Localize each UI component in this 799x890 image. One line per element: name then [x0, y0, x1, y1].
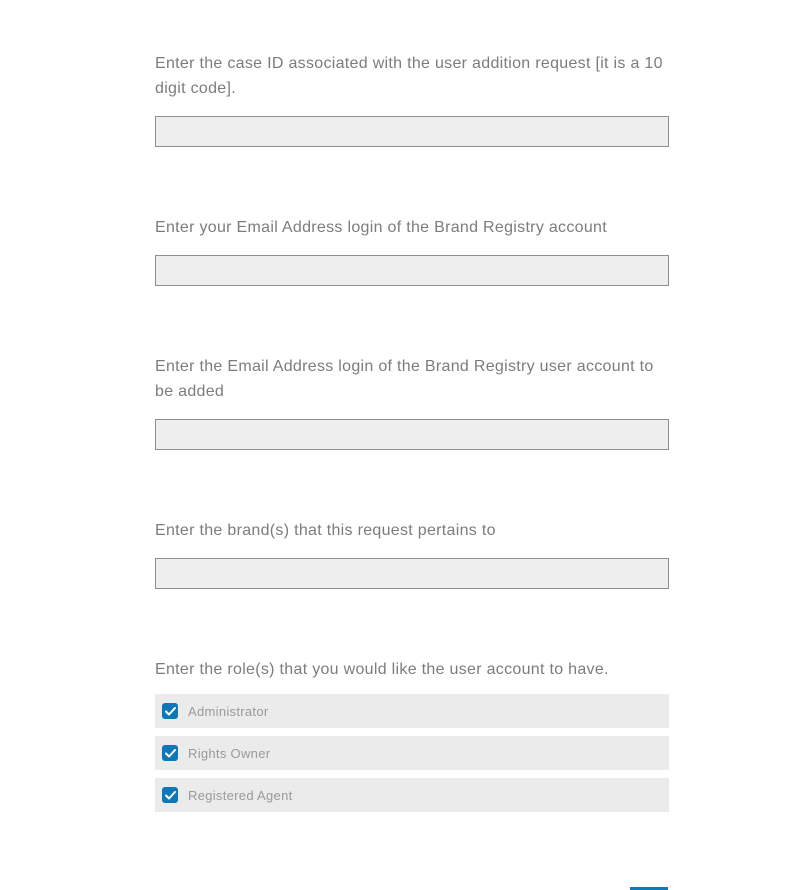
user-email-label: Enter the Email Address login of the Brand Registry user account to be added — [155, 358, 654, 400]
checkbox-row-registered-agent[interactable] — [155, 778, 669, 812]
case-id-label: Enter the case ID associated with the user addition request [it is a 10 digit code]. — [155, 55, 663, 97]
checkbox-row-rights-owner[interactable] — [155, 736, 669, 770]
registered-agent-label: Registered Agent — [188, 787, 293, 803]
brands-input[interactable] — [155, 558, 669, 589]
brands-label: Enter the brand(s) that this request pertains to — [155, 522, 496, 539]
question-account-email — [155, 215, 669, 286]
rights-owner-checkbox[interactable] — [162, 745, 178, 761]
administrator-label: Administrator — [188, 703, 269, 719]
question-case-id — [155, 51, 669, 147]
checkbox-row-administrator[interactable] — [155, 694, 669, 728]
checkmark-icon — [165, 707, 176, 716]
user-email-input[interactable] — [155, 419, 669, 450]
roles-label: Enter the role(s) that you would like the user account to have. — [155, 661, 609, 678]
checkmark-icon — [165, 749, 176, 758]
registered-agent-checkbox[interactable] — [162, 787, 178, 803]
case-id-input[interactable] — [155, 116, 669, 147]
checkmark-icon — [165, 791, 176, 800]
account-email-label: Enter your Email Address login of the Brand Registry account — [155, 219, 607, 236]
question-roles — [155, 657, 669, 812]
question-user-email — [155, 354, 669, 450]
account-email-input[interactable] — [155, 255, 669, 286]
administrator-checkbox[interactable] — [162, 703, 178, 719]
user-addition-form — [155, 0, 669, 820]
question-brands — [155, 518, 669, 589]
rights-owner-label: Rights Owner — [188, 745, 271, 761]
